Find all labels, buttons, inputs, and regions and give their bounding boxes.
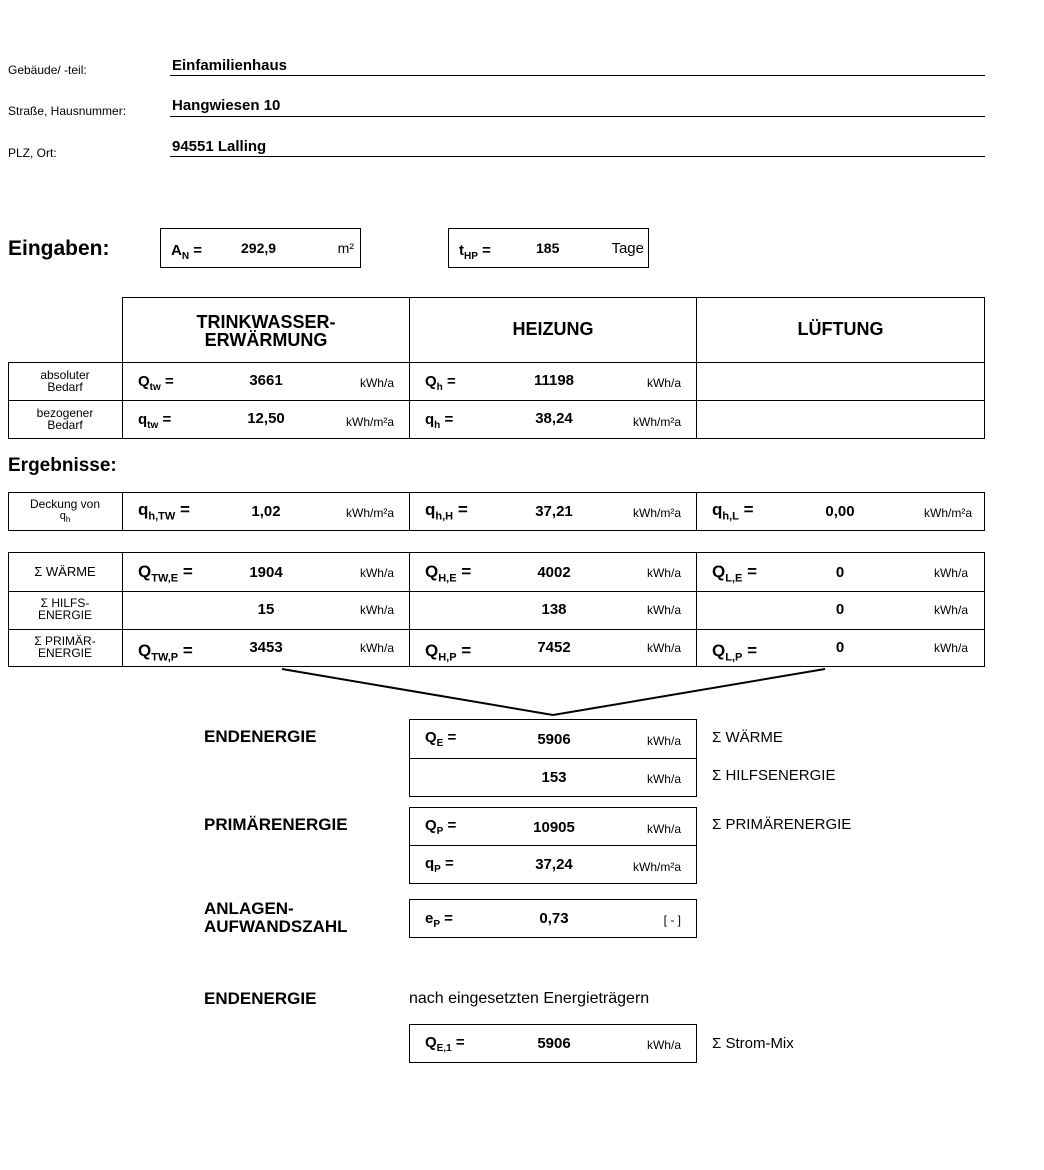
heating-days-unit: Tage — [611, 240, 644, 257]
tw-aux-unit: kWh/a — [359, 603, 394, 617]
qh-rel-unit: kWh/m²a — [633, 415, 681, 429]
l-p-symbol: $Q_{L,P}$ = — [712, 641, 758, 664]
h-aux-unit: kWh/a — [646, 603, 681, 617]
tw-p-unit: kWh/a — [359, 641, 394, 655]
qtw-symbol: $Q_{tw}$ = — [138, 373, 174, 393]
qh-unit: kWh/a — [646, 376, 681, 390]
q-tw-symbol: $q_{h,TW}$ = — [138, 500, 190, 523]
l-e-unit: kWh/a — [933, 566, 968, 580]
street-value: Hangwiesen 10 — [172, 97, 281, 114]
divider — [409, 758, 697, 759]
qe-value: 5906 — [537, 731, 571, 748]
qp-rel-unit: kWh/m²a — [633, 860, 681, 874]
h-p-symbol: $Q_{H,P}$ = — [425, 641, 472, 664]
q-tw-value: 1,02 — [251, 503, 281, 520]
ep-unit: [ - ] — [663, 913, 681, 927]
qp-rel-value: 37,24 — [535, 856, 573, 873]
tw-e-symbol: $Q_{TW,E}$ = — [138, 562, 193, 585]
qe-symbol: $Q_E$ = — [425, 729, 457, 749]
city-value: 94551 Lalling — [172, 138, 267, 155]
heating-days-value: 185 — [536, 240, 560, 256]
aux-unit: kWh/a — [646, 772, 681, 786]
tw-e-unit: kWh/a — [359, 566, 394, 580]
end-energy-label: ENDENERGIE — [204, 727, 317, 746]
sum-primary-label: Σ PRIMÄR- ENERGIE — [34, 634, 96, 660]
q-l-value: 0,00 — [825, 503, 855, 520]
area-value: 292,9 — [241, 240, 277, 256]
building-label: Gebäude/ -teil: — [8, 63, 87, 77]
h-e-value: 4002 — [537, 564, 571, 581]
qe1-symbol: $Q_{E,1}$ = — [425, 1034, 465, 1054]
l-e-symbol: $Q_{L,E}$ = — [712, 562, 758, 585]
h-p-value: 7452 — [537, 639, 571, 656]
aux-value: 153 — [541, 769, 567, 786]
qe1-value: 5906 — [537, 1035, 571, 1052]
q-h-value: 37,21 — [535, 503, 573, 520]
area-unit: m² — [337, 240, 354, 256]
column-heating-header: HEIZUNG — [512, 319, 594, 339]
h-e-symbol: $Q_{H,E}$ = — [425, 562, 472, 585]
divider — [409, 845, 697, 846]
tw-e-value: 1904 — [249, 564, 283, 581]
qe-unit: kWh/a — [646, 734, 681, 748]
q-tw-unit: kWh/m²a — [346, 506, 394, 520]
city-label: PLZ, Ort: — [8, 146, 57, 160]
heating-days-symbol: $t_{HP}$ = — [459, 242, 491, 262]
l-aux-unit: kWh/a — [933, 603, 968, 617]
qh-rel-symbol: $q_h$ = — [425, 411, 454, 431]
results-heading: Ergebnisse: — [8, 455, 117, 476]
aux-note: Σ HILFSENERGIE — [712, 767, 836, 784]
qe1-unit: kWh/a — [646, 1038, 681, 1052]
l-aux-value: 0 — [835, 601, 845, 618]
q-l-symbol: $q_{h,L}$ = — [712, 500, 754, 523]
ep-value: 0,73 — [539, 910, 569, 927]
qh-value: 11198 — [533, 372, 575, 389]
qp-rel-symbol: $q_P$ = — [425, 855, 454, 875]
qp-symbol: $Q_P$ = — [425, 817, 457, 837]
street-label: Straße, Hausnummer: — [8, 104, 127, 118]
tw-aux-value: 15 — [257, 601, 275, 618]
abs-demand-label: absoluter Bedarf — [40, 368, 90, 394]
l-p-unit: kWh/a — [933, 641, 968, 655]
ep-symbol: $e_P$ = — [425, 910, 453, 930]
building-value: Einfamilienhaus — [172, 57, 288, 74]
inputs-heading: Eingaben: — [8, 237, 110, 260]
qtw-unit: kWh/a — [359, 376, 394, 390]
sum-aux-label: Σ HILFS- ENERGIE — [37, 596, 92, 622]
end-energy-carriers-note: nach eingesetzten Energieträgern — [409, 990, 650, 1007]
primary-energy-label: PRIMÄRENERGIE — [204, 815, 348, 834]
coverage-label: Deckung von $q_h$ — [29, 497, 101, 525]
l-p-value: 0 — [835, 639, 845, 656]
qtw-rel-symbol: $q_{tw}$ = — [138, 411, 172, 431]
sum-heat-label: Σ WÄRME — [34, 564, 96, 579]
rel-demand-label: bezogener Bedarf — [36, 406, 94, 432]
qe-note: Σ WÄRME — [712, 729, 783, 746]
l-e-value: 0 — [835, 564, 845, 581]
end-energy-carriers-label: ENDENERGIE — [204, 989, 317, 1008]
qp-value: 10905 — [533, 819, 575, 836]
qp-note: Σ PRIMÄRENERGIE — [712, 816, 852, 833]
tw-p-value: 3453 — [249, 639, 283, 656]
area-symbol: $A_N$ = — [171, 242, 203, 262]
column-ventilation-header: LÜFTUNG — [797, 319, 884, 339]
qtw-rel-unit: kWh/m²a — [346, 415, 394, 429]
q-h-unit: kWh/m²a — [633, 506, 681, 520]
qtw-rel-value: 12,50 — [247, 410, 285, 427]
h-aux-value: 138 — [541, 601, 567, 618]
qh-rel-value: 38,24 — [535, 410, 573, 427]
qh-symbol: $Q_h$ = — [425, 373, 456, 393]
q-l-unit: kWh/m²a — [924, 506, 972, 520]
h-e-unit: kWh/a — [646, 566, 681, 580]
plant-expenditure-label: ANLAGEN- AUFWANDSZAHL — [204, 899, 348, 936]
qe1-note: Σ Strom-Mix — [712, 1035, 794, 1052]
qtw-value: 3661 — [249, 372, 283, 389]
h-p-unit: kWh/a — [646, 641, 681, 655]
tw-p-symbol: $Q_{TW,P}$ = — [138, 641, 193, 664]
column-tw-header: TRINKWASSER- ERWÄRMUNG — [196, 312, 336, 350]
qp-unit: kWh/a — [646, 822, 681, 836]
q-h-symbol: $q_{h,H}$ = — [425, 500, 468, 523]
